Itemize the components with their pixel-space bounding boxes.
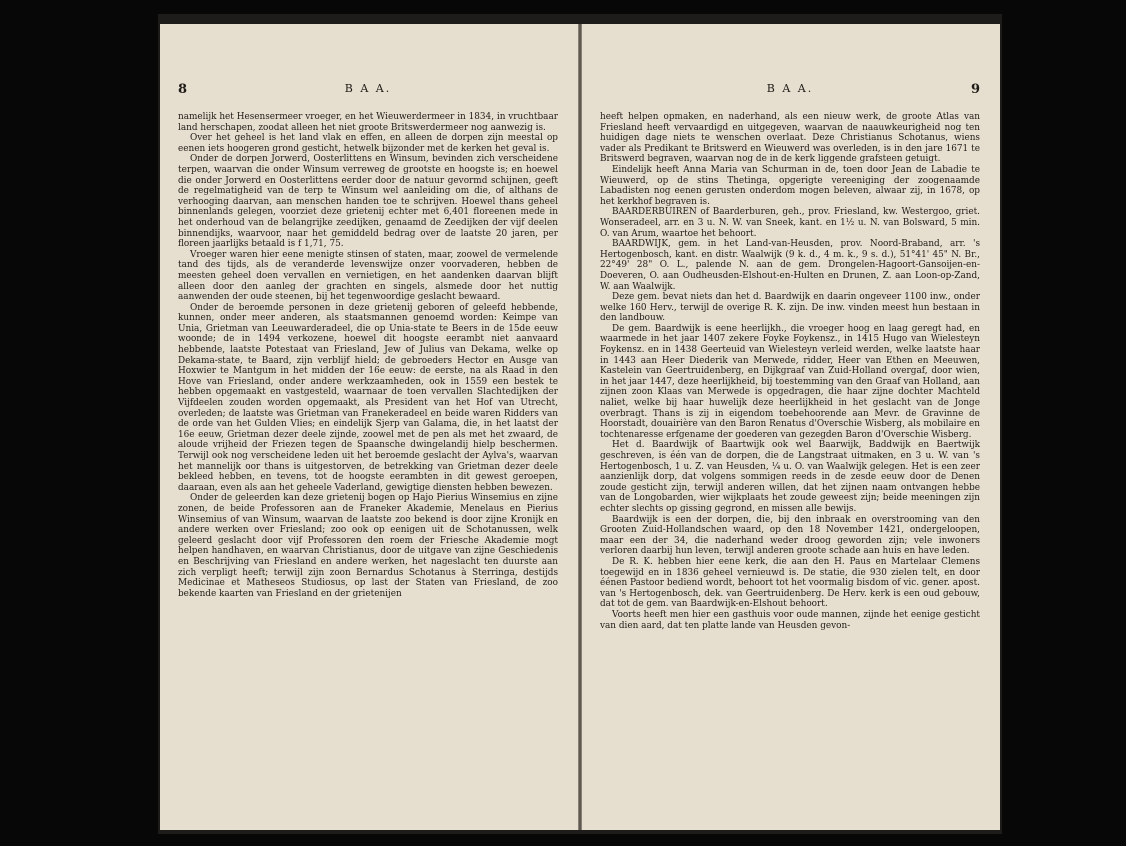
paragraph: Over het geheel is het land vlak en effen, en alleen de dorpen zijn meestal op eenen iets hoogeren grond gesticht, hetwelk bijzonder met de kerken het geval is. [178, 133, 558, 154]
left-page-text [178, 112, 558, 599]
right-page [582, 24, 1000, 830]
right-page-text [600, 112, 980, 631]
paragraph: De gem. Baardwijk is eene heerlijkh., die vroeger hoog en laag geregt had, en waarmede in het jaar 1407 zekere Foyke Foykensz., in 1415 Hugo van Wielesteyn Foykensz. en in 1438 Geerteuid van Wielesteyn verleid werden, welke laatste haar in 1443 aan Heer Diederik van Merwede, ridder, Heer van Ethen en Meeuwen, Kastelein van Geertruidenberg, en Dijkgraaf van Zuid-Holland overgaf, door wien, in het jaar 1447, deze heerlijkheid, bij toestemming van den Graaf van Holland, aan zijnen zoon Klaas van Merwede is opgedragen, die haar zijne dochter Machteld naliet, welke bij haar huwelijk deze heerlijkheid in het geslacht van de Jonge overbragt. Thans is zij in eigendom toebehoorende aan Mevr. de Gravinne de Hoorstadt, douairière van den Baron Renatus d'Overschie Wisberg, als mobilaire en tochtenaresse erfgename der goederen van gezegden Baron d'Overschie Wisberg. [600, 323, 980, 440]
left-page-header [178, 82, 558, 98]
paragraph: BAARDERBUIREN of Baarderburen, geh., prov. Friesland, kw. Westergoo, griet. Wonseradeel, arr. en 3 u. N. W. van Sneek, kant. en 1½ u. N. van Bolsward, 5 min. O. van Arum, waartoe het behoort. [600, 207, 980, 239]
right-running-head: B A A. [766, 82, 814, 95]
paragraph: Onder de geleerden kan deze grietenij bogen op Hajo Pierius Winsemius en zijne zonen, de beide Professoren aan de Franeker Akademie, Menelaus en Pierius Winsemius of van Winsum, waarvan de laatste zoo bekend is door zijne Kronijk en andere werken over Friesland; zoo ook op eenigen uit de Schotanussen, welk geleerd geslacht door vijf Professoren den roem der Friesche Akademie mogt helpen handhaven, en waarvan Christianus, door de uitgave van zijne Geschiedenis en Beschrijving van Friesland en andere werken, het nageslacht ten duurste aan zich verpligt heeft; terwijl zijn zoon Bernardus Schotanus à Sterringa, destijds Medicinae et Matheseos Studiosus, op last der Staten van Friesland, de zoo bekende kaarten van Friesland en der grietenijen [178, 493, 558, 599]
left-running-head: B A A. [344, 82, 392, 95]
paragraph: heeft helpen opmaken, en naderhand, als een nieuw werk, de groote Atlas van Friesland heeft vervaardigd en uitgegeven, waarvan de naauwkeurigheid nog ten huidigen dage niets te wenschen overlaat. Deze Christianus Schotanus, wiens vader als Predikant te Britswerd en Wieuwerd was overleden, is in den jare 1671 te Britswerd begraven, waarvan nog de in de kerk liggende grafsteen getuigt. [600, 112, 980, 165]
paragraph: Deze gem. bevat niets dan het d. Baardwijk en daarin ongeveer 1100 inw., onder welke 160 Herv., terwijl de overige R. K. zijn. De inw. vinden meest hun bestaan in den landbouw. [600, 292, 980, 324]
paragraph: Onder de beroemde personen in deze grietenij geboren of geleefd hebbende, kunnen, onder meer anderen, als staatsmannen genoemd worden: Keimpe van Unia, Grietman van Leeuwarderadeel, die op Unia-state te Beers in de 15de eeuw woonde; de in 1494 verkozene, hoewel dit hoogste eerambt niet aanvaard hebbende, laatste Potestaat van Friesland, Jew of Julius van Dekama, welke op Dekama-state, te Baard, zijn verblijf hield; de gebroeders Hector en Ausge van Hoxwier te Mantgum in het midden der 16e eeuw: de eerste, na als Raad in den Hove van Friesland, onder andere werkzaamheden, ook in 1559 een bestek te hebben opgemaakt en vastgesteld, waarnaar de toen vervallen Slachtedijken der Vijfdeelen zouden worden opgemaakt, als President van het Hof van Utrecht, overleden; de laatste was Grietman van Franekeradeel en beide waren Ridders van de orde van het Gulden Vlies; en eindelijk Sjerp van Galama, die, in het laatst der 16e eeuw, Grietman dezer deele zijnde, zoowel met de pen als met het zwaard, de aloude vrijheid der Friezen tegen de Spaansche dwingelandij hielp beschermen. Terwijl ook nog verscheidene leden uit het beroemde geslacht der Aylva's, waarvan het mannelijk oor thans is uitgestorven, de betrekking van Grietman dezer deele bekleed hebben, en tevens, tot de hoogste eerambten in dit gewest geroepen, daaraan, even als aan het geheele Vaderland, gewigtige diensten hebben bewezen. [178, 302, 558, 493]
paragraph: De R. K. hebben hier eene kerk, die aan den H. Paus en Martelaar Clemens toegewijd en in 1836 geheel vernieuwd is. De statie, die 930 zielen telt, en door éénen Pastoor bediend wordt, behoort tot het voormalig bisdom of vic. gener. apost. van 's Hertogenbosch, dek. van Geertruidenberg. De Herv. kerk is een oud gebouw, dat tot de gem. van Baardwijk-en-Elshout behoort. [600, 556, 980, 610]
left-page [160, 24, 578, 830]
book-spread [158, 14, 1002, 834]
paragraph: namelijk het Hesensermeer vroeger, en het Wieuwerdermeer in 1834, in vruchtbaar land herschapen, zoodat alleen het niet groote Britswerdermeer nog aanwezig is. [178, 112, 558, 133]
right-page-header [600, 82, 980, 98]
paragraph: Onder de dorpen Jorwerd, Oosterlittens en Winsum, bevinden zich verscheidene terpen, waarvan die onder Winsum verreweg de grootste en hoogste is; en hoewel die onder Jorwerd en Oosterlittens eerder door de natuur gevormd schijnen, geeft de regelmatigheid van de terp te Winsum wel aanleiding om die, of althans de verhooging daarvan, aan menschen handen toe te schrijven. Hoewel thans geheel binnenlands gelegen, voorziet deze grietenij echter met 6,401 floreenen mede in het onderhoud van de belangrijke zeedijken, genaamd de Zeedijken der vijf deelen binnendijks, waarvoor, naar het gemiddeld bedrag over de laatste 20 jaren, per floreen jaarlijks betaald is f 1,71, 75. [178, 154, 558, 250]
paragraph: Eindelijk heeft Anna Maria van Schurman in de, toen door Jean de Labadie te Wieuwerd, op de stins Thetinga, opgerigte vereeniging der zoogenaamde Labadisten nog eenen gerusten onderdom mogen beleven, alwaar zij, in 1678, op het kerkhof begraven is. [600, 164, 980, 207]
paragraph: BAARDWIJK, gem. in het Land-van-Heusden, prov. Noord-Braband, arr. 's Hertogenbosch, kant. en distr. Waalwijk (9 k. d., 4 m. k., 9 s. d.), 51°41' 45" N. Br., 22°49' 28" O. L., palende N. aan de gem. Drongelen-Hagoort-Gansoijen-en-Doeveren, O. aan Oudheusden-Elshout-en-Hulten en Drunen, Z. aan Loon-op-Zand, W. aan Waalwijk. [600, 239, 980, 292]
paragraph: Het d. Baardwijk of Baartwijk ook wel Baarwijk, Baddwijk en Baertwijk geschreven, is één van de dorpen, die de Langstraat uitmaken, en 3 u. W. van 's Hertogenbosch, 1 u. Z. van Heusden, ¼ u. O. van Waalwijk gelegen. Het is een zeer aanzienlijk dorp, dat volgens sommigen reeds in de zesde eeuw door de Denen zoude gesticht zijn, terwijl anderen willen, dat het zijnen naam ontvangen hebbe van de Longobarden, wier wijkplaats het zoude geweest zijn; beide meeningen zijn echter slechts op gissing gegrond, en missen alle bewijs. [600, 440, 980, 514]
paragraph: Vroeger waren hier eene menigte stinsen of staten, maar, zoowel de vermelende tand des tijds, als de veranderde levenswijze onzer voorvaderen, hebben de meesten geheel doen vervallen en vernietigen, en het aandenken daarvan blijft alleen door den aanleg der grachten en singels, alsmede door het nuttig aanwenden der oude steenen, bij het tegenwoordige geslacht bewaard. [178, 249, 558, 303]
paragraph: Baardwijk is een der dorpen, die, bij den inbraak en overstrooming van den Grooten Zuid-Hollandschen waard, op den 18 November 1421, ondergeloopen, maar een der 34, die naderhand weder droog geworden zijn; vele inwoners verloren daarbij hun leven, terwijl anderen groote schade aan huis en have leden. [600, 514, 980, 557]
paragraph: Voorts heeft men hier een gasthuis voor oude mannen, zijnde het eenige gesticht van dien aard, dat ten platte lande van Heusden gevon- [600, 609, 980, 631]
left-page-number: 8 [178, 82, 188, 97]
right-page-number: 9 [970, 82, 980, 97]
